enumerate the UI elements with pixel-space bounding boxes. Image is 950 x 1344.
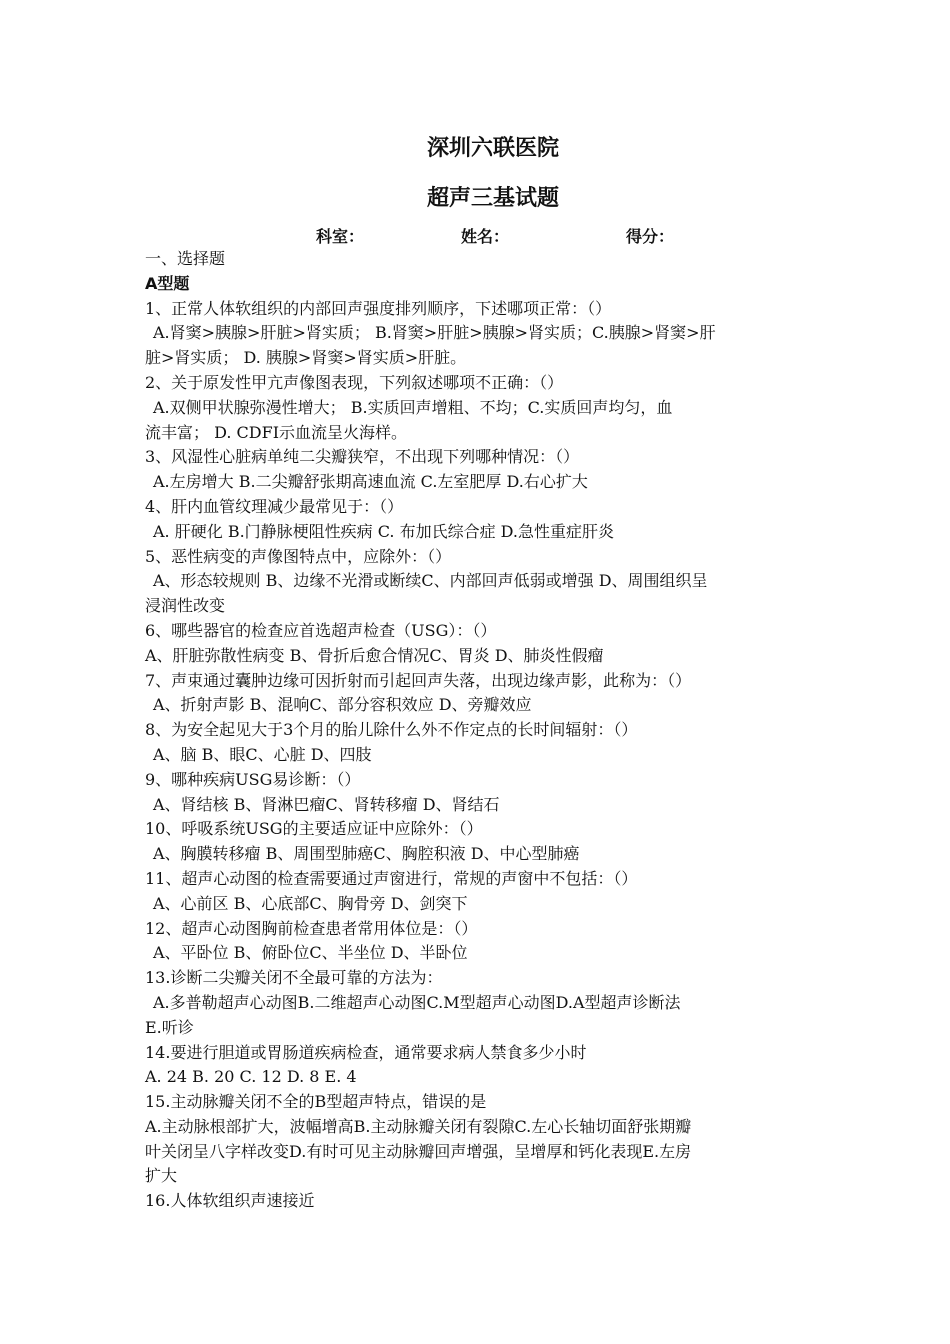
text-line: A、折射声影 B、混响C、部分容积效应 D、旁瓣效应 <box>153 695 532 715</box>
text-line: 脏>肾实质； D. 胰腺>肾窦>肾实质>肝脏。 <box>145 348 467 368</box>
exam-title: 超声三基试题 <box>426 186 559 211</box>
text-line: A.左房增大 B.二尖瓣舒张期高速血流 C.左室肥厚 D.右心扩大 <box>153 472 588 492</box>
text-line: E.听诊 <box>145 1017 194 1037</box>
text-line: A.多普勒超声心动图B.二维超声心动图C.M型超声心动图D.A型超声诊断法 <box>153 992 681 1012</box>
text-line: 9、哪种疾病USG易诊断：（） <box>145 769 361 789</box>
text-line: A、肾结核 B、肾淋巴瘤C、肾转移瘤 D、肾结石 <box>153 794 500 814</box>
text-line: 7、声束通过囊肿边缘可因折射而引起回声失落，出现边缘声影，此称为：（） <box>145 670 692 690</box>
score-field-label: 得分： <box>626 227 675 246</box>
text-line: 16.人体软组织声速接近 <box>145 1191 315 1211</box>
text-line: 10、呼吸系统USG的主要适应证中应除外：（） <box>145 819 483 839</box>
text-line: 6、哪些器官的检查应首选超声检查（USG）：（） <box>145 620 497 640</box>
text-line: 11、超声心动图的检查需要通过声窗进行，常规的声窗中不包括：（） <box>145 868 638 888</box>
section-heading: A型题 <box>145 273 190 293</box>
text-line: A、形态较规则 B、边缘不光滑或断续C、内部回声低弱或增强 D、周围组织呈 <box>153 571 708 591</box>
hospital-title: 深圳六联医院 <box>426 136 559 161</box>
text-line: 扩大 <box>145 1166 178 1186</box>
text-line: A. 肝硬化 B.门静脉梗阻性疾病 C. 布加氏综合症 D.急性重症肝炎 <box>153 521 615 541</box>
text-line: A.主动脉根部扩大，波幅增高B.主动脉瓣关闭有裂隙C.左心长轴切面舒张期瓣 <box>145 1116 692 1136</box>
text-line: 13.诊断二尖瓣关闭不全最可靠的方法为： <box>145 968 443 988</box>
text-line: 2、关于原发性甲亢声像图表现，下列叙述哪项不正确：（） <box>145 372 564 392</box>
text-line: A.双侧甲状腺弥漫性增大； B.实质回声增粗、不均；C.实质回声均匀，血 <box>153 397 673 417</box>
text-line: A、肝脏弥散性病变 B、骨折后愈合情况C、胃炎 D、肺炎性假瘤 <box>145 645 604 665</box>
text-line: A. 24 B. 20 C. 12 D. 8 E. 4 <box>145 1067 357 1087</box>
text-line: A、心前区 B、心底部C、胸骨旁 D、剑突下 <box>153 893 468 913</box>
text-line: 15.主动脉瓣关闭不全的B型超声特点，错误的是 <box>145 1092 487 1112</box>
header-fields <box>0 225 950 249</box>
department-field-label: 科室： <box>316 227 365 246</box>
text-line: A、胸膜转移瘤 B、周围型肺癌C、胸腔积液 D、中心型肺癌 <box>153 844 580 864</box>
text-line: A、平卧位 B、俯卧位C、半坐位 D、半卧位 <box>153 943 468 963</box>
text-line: 1、正常人体软组织的内部回声强度排列顺序，下述哪项正常：（） <box>145 298 612 318</box>
name-field-label: 姓名： <box>461 227 510 246</box>
text-line: 4、肝内血管纹理减少最常见于：（） <box>145 496 404 516</box>
text-line: 浸润性改变 <box>145 596 226 616</box>
text-line: 5、恶性病变的声像图特点中，应除外：（） <box>145 546 452 566</box>
text-line: 叶关闭呈八字样改变D.有时可见主动脉瓣回声增强，呈增厚和钙化表现E.左房 <box>145 1141 692 1161</box>
text-line: 12、超声心动图胸前检查患者常用体位是：（） <box>145 918 478 938</box>
text-line: A、脑 B、眼C、心脏 D、四肢 <box>153 744 372 764</box>
question-body <box>145 247 813 1214</box>
text-line: 一、选择题 <box>145 249 226 268</box>
text-line: 14.要进行胆道或胃肠道疾病检查，通常要求病人禁食多少小时 <box>145 1042 587 1062</box>
text-line: A.肾窦>胰腺>肝脏>肾实质； B.肾窦>肝脏>胰腺>肾实质；C.胰腺>肾窦>肝 <box>153 323 716 343</box>
text-line: 3、风湿性心脏病单纯二尖瓣狭窄，不出现下列哪种情况：（） <box>145 447 580 467</box>
text-line: 8、为安全起见大于3个月的胎儿除什么外不作定点的长时间辐射：（） <box>145 720 638 740</box>
text-line: 流丰富； D. CDFI示血流呈火海样。 <box>145 422 408 442</box>
